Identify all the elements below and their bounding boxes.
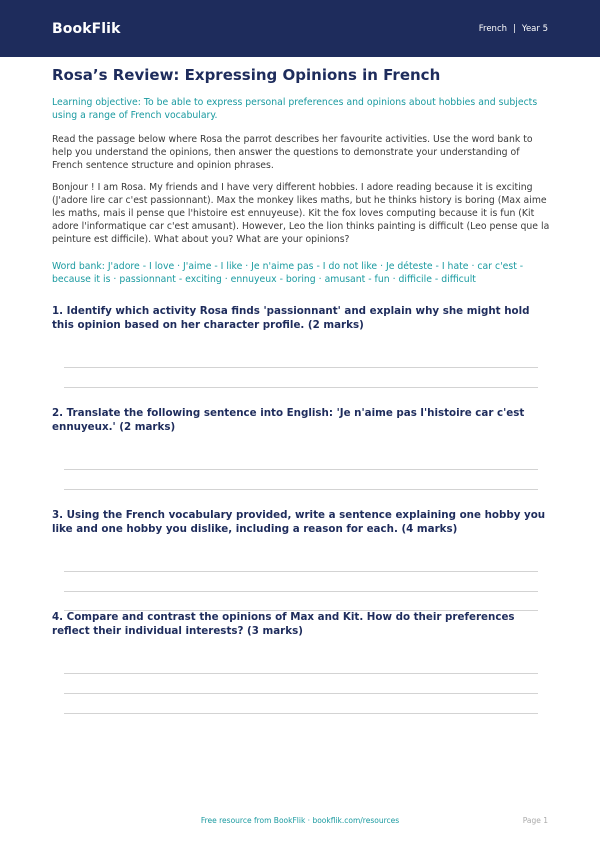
page-header	[0, 0, 600, 57]
answer-line[interactable]	[64, 673, 538, 674]
reading-passage: Bonjour ! I am Rosa. My friends and I have very different hobbies. I adore reading because it is exciting (J'adore lire car c'est passionnant). Max the monkey likes maths, but he thinks history is boring (Max aime les maths, mais il pense que l'histoire est ennuyeuse). Kit the fox loves computing because it is fun (Kit adore l'informatique car c'est amusant). However, Leo the lion thinks painting is difficult (Leo pense que la peinture est difficile). What about you? What are your opinions?	[52, 182, 550, 245]
question-4: 4. Compare and contrast the opinions of Max and Kit. How do their preferences reflect their individual interests? (3 marks)	[52, 611, 515, 637]
header-separator: |	[513, 23, 516, 34]
question-2: 2. Translate the following sentence into English: 'Je n'aime pas l'histoire car c'est ennuyeux.' (2 marks)	[52, 407, 525, 433]
page-footer	[0, 816, 600, 828]
answer-line[interactable]	[64, 469, 538, 470]
brand-logo: BookFlik	[52, 20, 121, 37]
answer-line[interactable]	[64, 489, 538, 490]
instructions: Read the passage below where Rosa the parrot describes her favourite activities. Use the word bank to help you understand the opinions, then answer the questions to demonstrate your understanding of French sentence structure and opinion phrases.	[52, 134, 533, 171]
header-meta	[479, 24, 548, 34]
question-3: 3. Using the French vocabulary provided, write a sentence explaining one hobby you like and one hobby you dislike, including a reason for each. (4 marks)	[52, 509, 546, 535]
answer-line[interactable]	[64, 571, 538, 572]
answer-line[interactable]	[64, 713, 538, 714]
answer-line[interactable]	[64, 591, 538, 592]
answer-line[interactable]	[64, 387, 538, 388]
learning-objective: Learning objective: To be able to express personal preferences and opinions about hobbies and subjects using a range of French vocabulary.	[52, 97, 538, 121]
word-bank: Word bank: J'adore - I love · J'aime - I like · Je n'aime pas - I do not like · Je déteste - I hate · car c'est - because it is · passionnant - exciting · ennuyeux - boring · amusant - fun · difficile - difficult	[52, 261, 524, 285]
subject-label: French	[478, 23, 508, 34]
question-1: 1. Identify which activity Rosa finds 'passionnant' and explain why she might hold this opinion based on her character profile. (2 marks)	[52, 305, 530, 331]
footer-note: Free resource from BookFlik · bookflik.com/resources	[200, 816, 400, 825]
page-number: Page 1	[522, 816, 548, 825]
answer-line[interactable]	[64, 693, 538, 694]
year-label: Year 5	[521, 23, 548, 34]
worksheet-title: Rosa’s Review: Expressing Opinions in French	[52, 66, 441, 84]
answer-line[interactable]	[64, 367, 538, 368]
